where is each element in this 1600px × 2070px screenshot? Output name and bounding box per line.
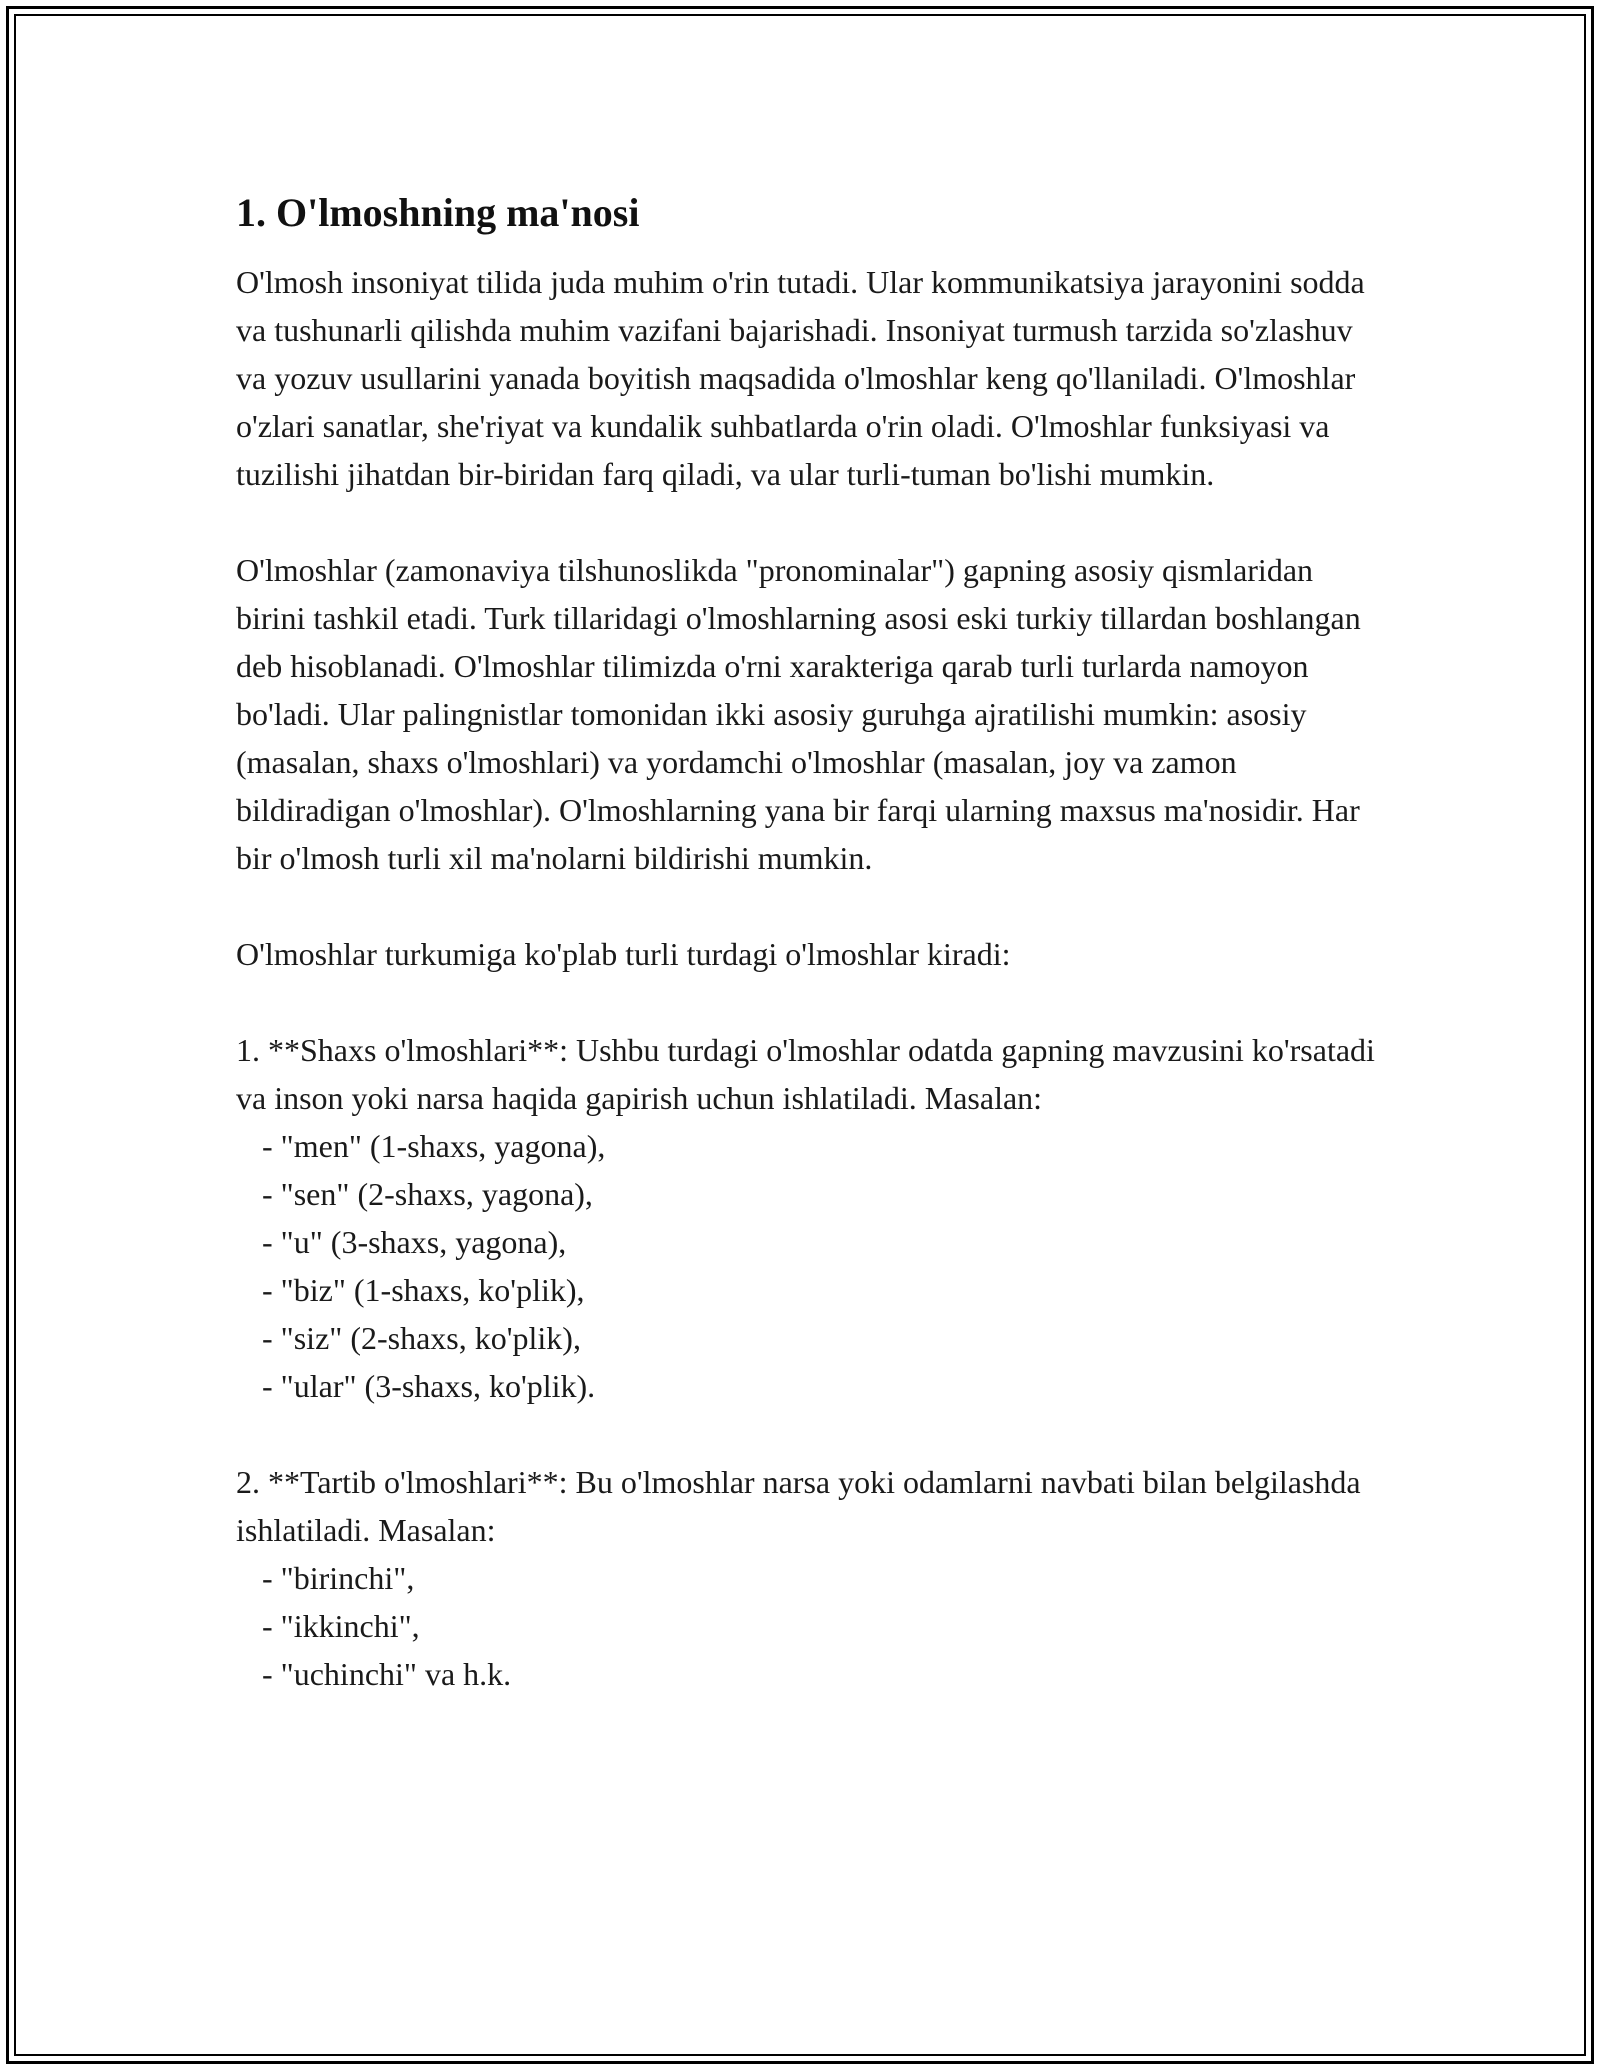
list-dash: - (262, 1560, 273, 1596)
list-item (262, 1650, 1376, 1698)
list-item-text: "biz" (1-shaxs, ko'plik), (280, 1272, 585, 1308)
list-item (262, 1362, 1376, 1410)
list-item-text: "birinchi", (280, 1560, 415, 1596)
list-item-text: "sen" (2-shaxs, yagona), (280, 1176, 593, 1212)
list-dash: - (262, 1128, 273, 1164)
list-item (262, 1170, 1376, 1218)
paragraph-classification: O'lmoshlar (zamonaviya tilshunoslikda "pronominalar") gapning asosiy qismlaridan birini tashkil etadi. Turk tillaridagi o'lmoshlarning asosi eski turkiy tillardan boshlangan deb hisoblanadi. O'lmoshlar tilimizda o'rni xarakteriga qarab turli turlarda namoyon bo'ladi. Ular palingnistlar tomonidan ikki asosiy guruhga ajratilishi mumkin: asosiy (masalan, shaxs o'lmoshlari) va yordamchi o'lmoshlar (masalan, joy va zamon bildiradigan o'lmoshlar). O'lmoshlarning yana bir farqi ularning maxsus ma'nosidir. Har bir o'lmosh turli xil ma'nolarni bildirishi mumkin. (236, 552, 1361, 876)
list-item (262, 1122, 1376, 1170)
list-dash: - (262, 1272, 273, 1308)
list-dash: - (262, 1368, 273, 1404)
list-item-text: "ikkinchi", (280, 1608, 420, 1644)
list-dash: - (262, 1608, 273, 1644)
paragraph-intro: O'lmosh insoniyat tilida juda muhim o'rin tutadi. Ular kommunikatsiya jarayonini sodda va tushunarli qilishda muhim vazifani bajarishadi. Insoniyat turmush tarzida so'zlashuv va yozuv usullarini yanada boyitish maqsadida o'lmoshlar keng qo'llaniladi. O'lmoshlar o'zlari sanatlar, she'riyat va kundalik suhbatlarda o'rin oladi. O'lmoshlar funksiyasi va tuzilishi jihatdan bir-biridan farq qiladi, va ular turli-tuman bo'lishi mumkin. (236, 264, 1365, 492)
list-item (262, 1266, 1376, 1314)
list-dash: - (262, 1656, 273, 1692)
document-body (236, 186, 1376, 1746)
example-list (236, 1122, 1376, 1410)
list-personal-pronouns (236, 1026, 1376, 1410)
list-item (262, 1218, 1376, 1266)
list-item-text: "uchinchi" va h.k. (280, 1656, 512, 1692)
list-item (262, 1602, 1376, 1650)
list-item-text: "siz" (2-shaxs, ko'plik), (280, 1320, 581, 1356)
list-intro: 1. **Shaxs o'lmoshlari**: Ushbu turdagi o'lmoshlar odatda gapning mavzusini ko'rsatadi va inson yoki narsa haqida gapirish uchun ishlatiladi. Masalan: (236, 1032, 1375, 1116)
example-list (236, 1554, 1376, 1698)
list-item (262, 1314, 1376, 1362)
list-item-text: "ular" (3-shaxs, ko'plik). (280, 1368, 596, 1404)
list-ordinal-pronouns (236, 1458, 1376, 1698)
list-item-text: "men" (1-shaxs, yagona), (280, 1128, 606, 1164)
list-dash: - (262, 1320, 273, 1356)
section-title: 1. O'lmoshning ma'nosi (236, 190, 640, 235)
list-dash: - (262, 1224, 273, 1260)
list-item (262, 1554, 1376, 1602)
list-intro: 2. **Tartib o'lmoshlari**: Bu o'lmoshlar narsa yoki odamlarni navbati bilan belgilashda ishlatiladi. Masalan: (236, 1464, 1361, 1548)
paragraph-types-lead: O'lmoshlar turkumiga ko'plab turli turdagi o'lmoshlar kiradi: (236, 936, 1011, 972)
list-dash: - (262, 1176, 273, 1212)
list-item-text: "u" (3-shaxs, yagona), (280, 1224, 567, 1260)
